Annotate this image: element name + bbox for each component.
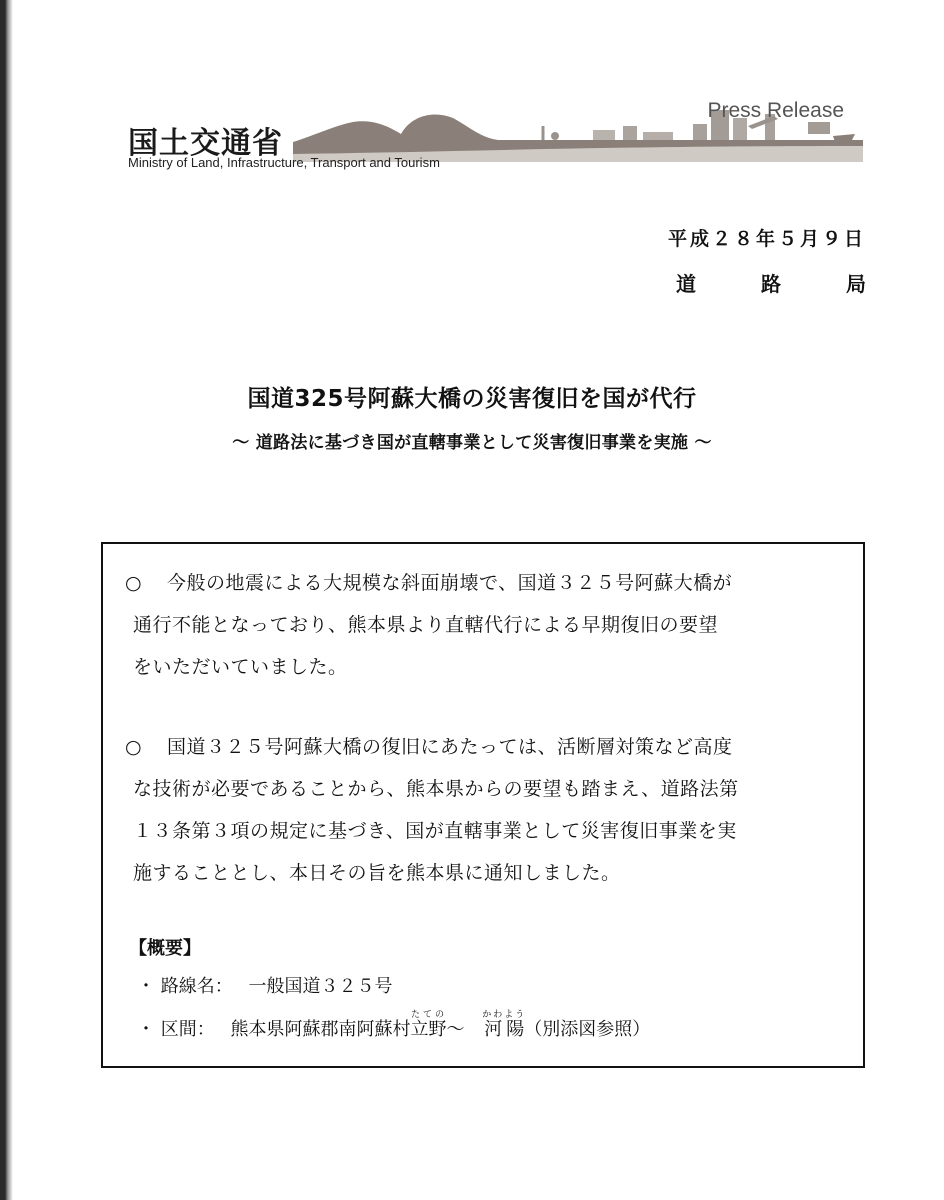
- page-title: 国道325号阿蘇大橋の災害復旧を国が代行: [247, 386, 697, 412]
- paragraph-line: ○ 国道３２５号阿蘇大橋の復旧にあたっては、活断層対策など高度: [125, 726, 841, 768]
- paragraph-line: 施することとし、本日その旨を熊本県に通知しました。: [133, 862, 621, 884]
- place-tateno: 立野たての: [410, 1010, 447, 1040]
- paragraph-line: をいただいていました。: [133, 656, 348, 678]
- page-subtitle: ～ 道路法に基づき国が直轄事業として災害復旧事業を実施 ～: [232, 433, 712, 453]
- bullet-circle: ○: [125, 572, 143, 594]
- issuing-bureau: [676, 268, 866, 297]
- paragraph-2: [125, 726, 841, 894]
- paragraph-line: １３条第３項の規定に基づき、国が直轄事業として災害復旧事業を実: [133, 820, 737, 842]
- bullet-circle: ○: [125, 736, 143, 758]
- section-prefix: 熊本県阿蘇郡南阿蘇村: [230, 1019, 411, 1040]
- summary-box: [101, 542, 865, 1068]
- ministry-logo-en: Ministry of Land, Infrastructure, Transport and Tourism: [128, 155, 440, 170]
- paragraph-line: な技術が必要であることから、熊本県からの要望も踏まえ、道路法第: [133, 778, 739, 800]
- section-item: [137, 1010, 650, 1041]
- paragraph-line: 通行不能となっており、熊本県より直轄代行による早期復旧の要望: [133, 614, 719, 636]
- press-release-label: Press Release: [707, 99, 844, 122]
- release-date: 平成２８年５月９日: [667, 228, 866, 250]
- bureau-char: 道: [676, 272, 696, 296]
- bureau-char: 局: [846, 272, 866, 296]
- section-suffix: （別添図参照）: [524, 1019, 651, 1040]
- paragraph-1: [125, 562, 841, 688]
- section-tilde: ～: [446, 1019, 465, 1040]
- place-kawayou: 河陽かわよう: [482, 1010, 527, 1040]
- section-label: ・ 区間：: [137, 1019, 215, 1040]
- summary-heading: 【概要】: [129, 938, 201, 959]
- route-value: 一般国道３２５号: [248, 976, 393, 997]
- bureau-char: 路: [761, 272, 781, 296]
- ministry-logo-jp: 国土交通省: [128, 126, 283, 161]
- route-label: ・ 路線名：: [137, 976, 233, 997]
- scan-edge: [0, 0, 13, 1200]
- paragraph-line: ○ 今般の地震による大規模な斜面崩壊で、国道３２５号阿蘇大橋が: [125, 562, 841, 604]
- route-item: [137, 972, 392, 998]
- press-release-header: [118, 96, 860, 176]
